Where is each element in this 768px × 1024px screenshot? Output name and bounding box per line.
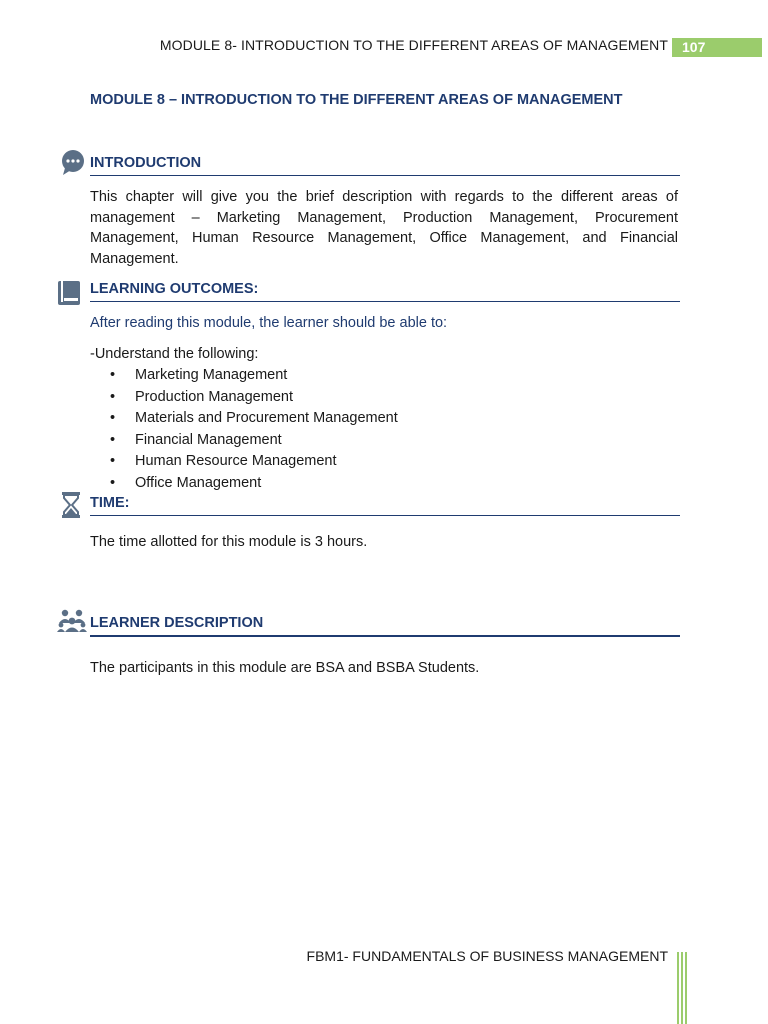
- footer-rule: [681, 952, 683, 1024]
- list-item: • Office Management: [90, 473, 398, 495]
- running-header: MODULE 8- INTRODUCTION TO THE DIFFERENT AREAS OF MANAGEMENT: [159, 37, 668, 53]
- introduction-body: This chapter will give you the brief description with regards to the different areas of management – Marketing Management, Production Management, Procurement Management, Human Resource Management, Office Management, and Financial Management.: [90, 189, 678, 267]
- learner-description-heading: LEARNER DESCRIPTION: [90, 615, 680, 637]
- list-item: • Production Management: [90, 387, 398, 409]
- module-title: MODULE 8 – INTRODUCTION TO THE DIFFERENT AREAS OF MANAGEMENT: [90, 92, 623, 108]
- learning-outcomes-lead: After reading this module, the learner should be able to:: [90, 315, 448, 331]
- list-item: • Marketing Management: [90, 365, 398, 387]
- time-heading: TIME:: [90, 495, 680, 516]
- list-item: • Human Resource Management: [90, 451, 398, 473]
- learning-outcomes-heading: LEARNING OUTCOMES:: [90, 281, 680, 302]
- hourglass-icon: [56, 490, 86, 520]
- learner-description-body: The participants in this module are BSA and BSBA Students.: [90, 660, 480, 676]
- running-footer: FBM1- FUNDAMENTALS OF BUSINESS MANAGEMENT: [306, 948, 668, 964]
- people-group-icon: [56, 606, 88, 636]
- learning-outcomes-list: [90, 365, 398, 494]
- introduction-heading: INTRODUCTION: [90, 155, 680, 176]
- page-number: 107: [672, 38, 762, 57]
- speech-bubble-icon: [56, 148, 86, 178]
- footer-rule: [677, 952, 679, 1024]
- book-icon: [56, 278, 86, 308]
- footer-rule: [685, 952, 687, 1024]
- time-body: The time allotted for this module is 3 hours.: [90, 534, 368, 550]
- list-item: • Financial Management: [90, 430, 398, 452]
- learning-outcomes-intro: -Understand the following:: [90, 346, 259, 362]
- list-item: • Materials and Procurement Management: [90, 408, 398, 430]
